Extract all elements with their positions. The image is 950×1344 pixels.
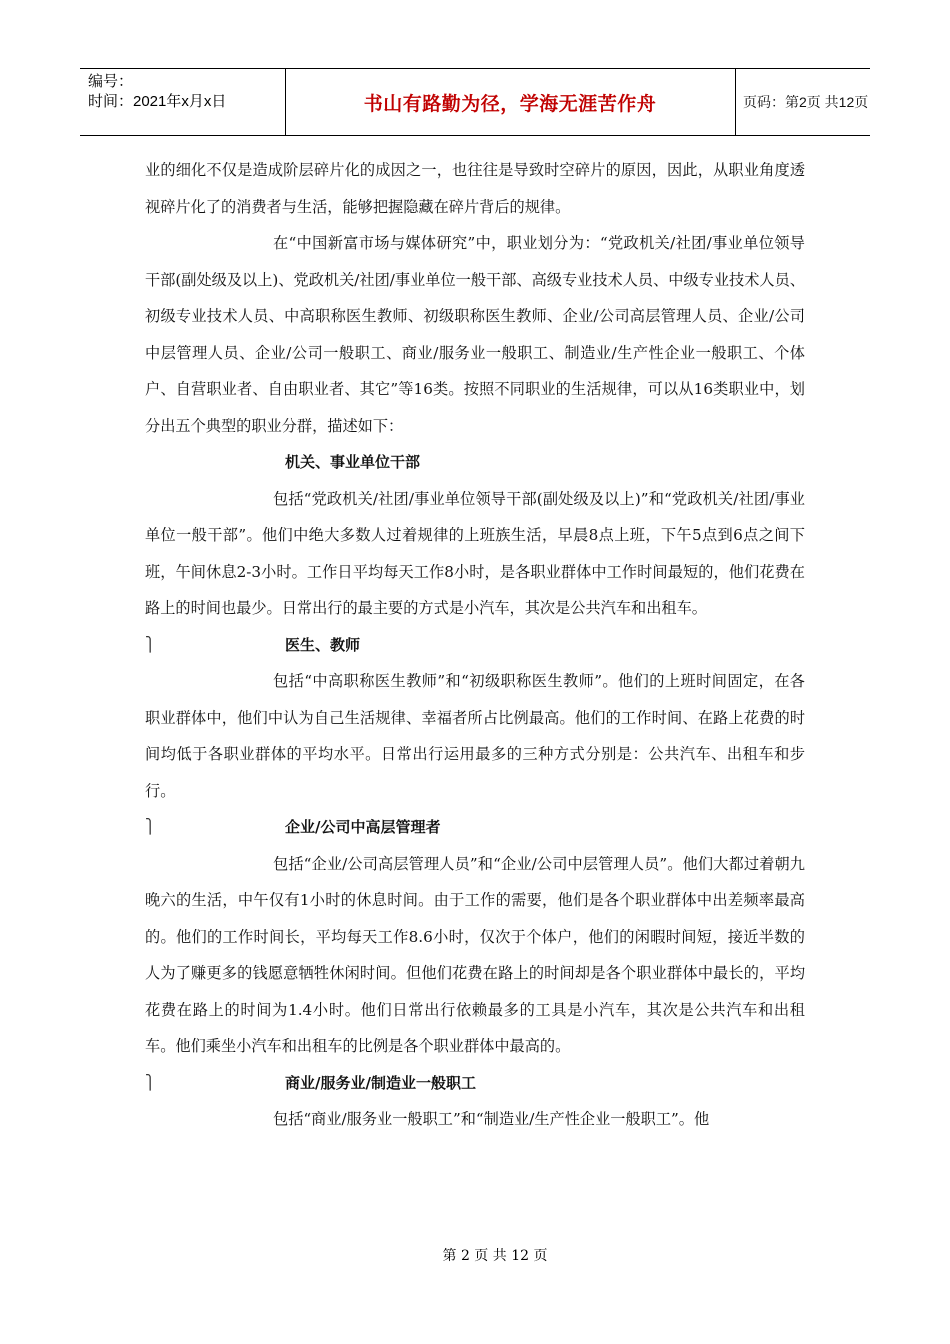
paragraph: 在“中国新富市场与媒体研究”中，职业划分为：“党政机关/社团/事业单位领导干部(副处级及以上)、党政机关/社团/事业单位一般干部、高级专业技术人员、中级专业技术人员、初级专业技术人员、中高职称医生教师、初级职称医生教师、企业/公司高层管理人员、企业/公司中层管理人员、企业/公司一般职工、商业/服务业一般职工、制造业/生产性企业一般职工、个体户、自营职业者、自由职业者、其它”等16类。按照不同职业的生活规律，可以从16类职业中，划分出五个典型的职业分群，描述如下： xyxy=(145,234,805,435)
paragraph: 包括“中高职称医生教师”和“初级职称医生教师”。他们的上班时间固定，在各职业群体中，他们中认为自己生活规律、幸福者所占比例最高。他们的工作时间、在路上花费的时间均低于各职业群体的平均水平。日常出行运用最多的三种方式分别是：公共汽车、出租车和步行。 xyxy=(145,672,805,800)
section-heading-text: 企业/公司中高层管理者 xyxy=(285,818,441,836)
page-footer xyxy=(0,1245,950,1265)
document-code-label: 编号： xyxy=(88,73,134,90)
header-info-cell xyxy=(80,69,286,135)
paragraph: 包括“商业/服务业一般职工”和“制造业/生产性企业一般职工”。他 xyxy=(273,1110,710,1128)
header-motto-cell xyxy=(285,69,736,135)
section-heading-text: 机关、事业单位干部 xyxy=(285,453,421,471)
section-heading xyxy=(145,809,805,846)
bracket-bullet-icon: ⎫ xyxy=(145,1074,156,1091)
header-page-info: 页码：第2页 共12页 xyxy=(743,94,869,110)
header-page-cell xyxy=(735,69,870,135)
paragraph: 业的细化不仅是造成阶层碎片化的成因之一，也往往是导致时空碎片的原因，因此，从职业角度透视碎片化了的消费者与生活，能够把握隐藏在碎片背后的规律。 xyxy=(145,161,805,216)
document-date-label: 时间：2021年x月x日 xyxy=(88,93,227,110)
paragraph: 包括“党政机关/社团/事业单位领导干部(副处级及以上)”和“党政机关/社团/事业单位一般干部”。他们中绝大多数人过着规律的上班族生活，早晨8点上班，下午5点到6点之间下班，午间休息2-3小时。工作日平均每天工作8小时，是各职业群体中工作时间最短的，他们花费在路上的时间也最少。日常出行的最主要的方式是小汽车，其次是公共汽车和出租车。 xyxy=(145,489,805,617)
paragraph: 包括“企业/公司高层管理人员”和“企业/公司中层管理人员”。他们大都过着朝九晚六的生活，中午仅有1小时的休息时间。由于工作的需要，他们是各个职业群体中出差频率最高的。他们的工作时间长，平均每天工作8.6小时，仅次于个体户，他们的闲暇时间短，接近半数的人为了赚更多的钱愿意牺牲休闲时间。但他们花费在路上的时间却是各个职业群体中最长的，平均花费在路上的时间为1.4小时。他们日常出行依赖最多的工具是小汽车，其次是公共汽车和出租车。他们乘坐小汽车和出租车的比例是各个职业群体中最高的。 xyxy=(145,854,805,1055)
bracket-bullet-icon: ⎫ xyxy=(145,819,156,835)
section-heading xyxy=(145,444,805,481)
section-heading-text: 医生、教师 xyxy=(285,635,361,654)
bracket-bullet-icon: ⎫ xyxy=(145,636,156,653)
header-motto: 书山有路勤为径，学海无涯苦作舟 xyxy=(363,92,657,115)
document-body xyxy=(145,152,805,1138)
document-header xyxy=(80,68,870,136)
section-heading-text: 商业/服务业/制造业一般职工 xyxy=(285,1073,476,1092)
section-heading xyxy=(145,627,805,664)
footer-page-number: 第 2 页 共 12 页 xyxy=(442,1248,548,1264)
section-heading xyxy=(145,1065,805,1102)
